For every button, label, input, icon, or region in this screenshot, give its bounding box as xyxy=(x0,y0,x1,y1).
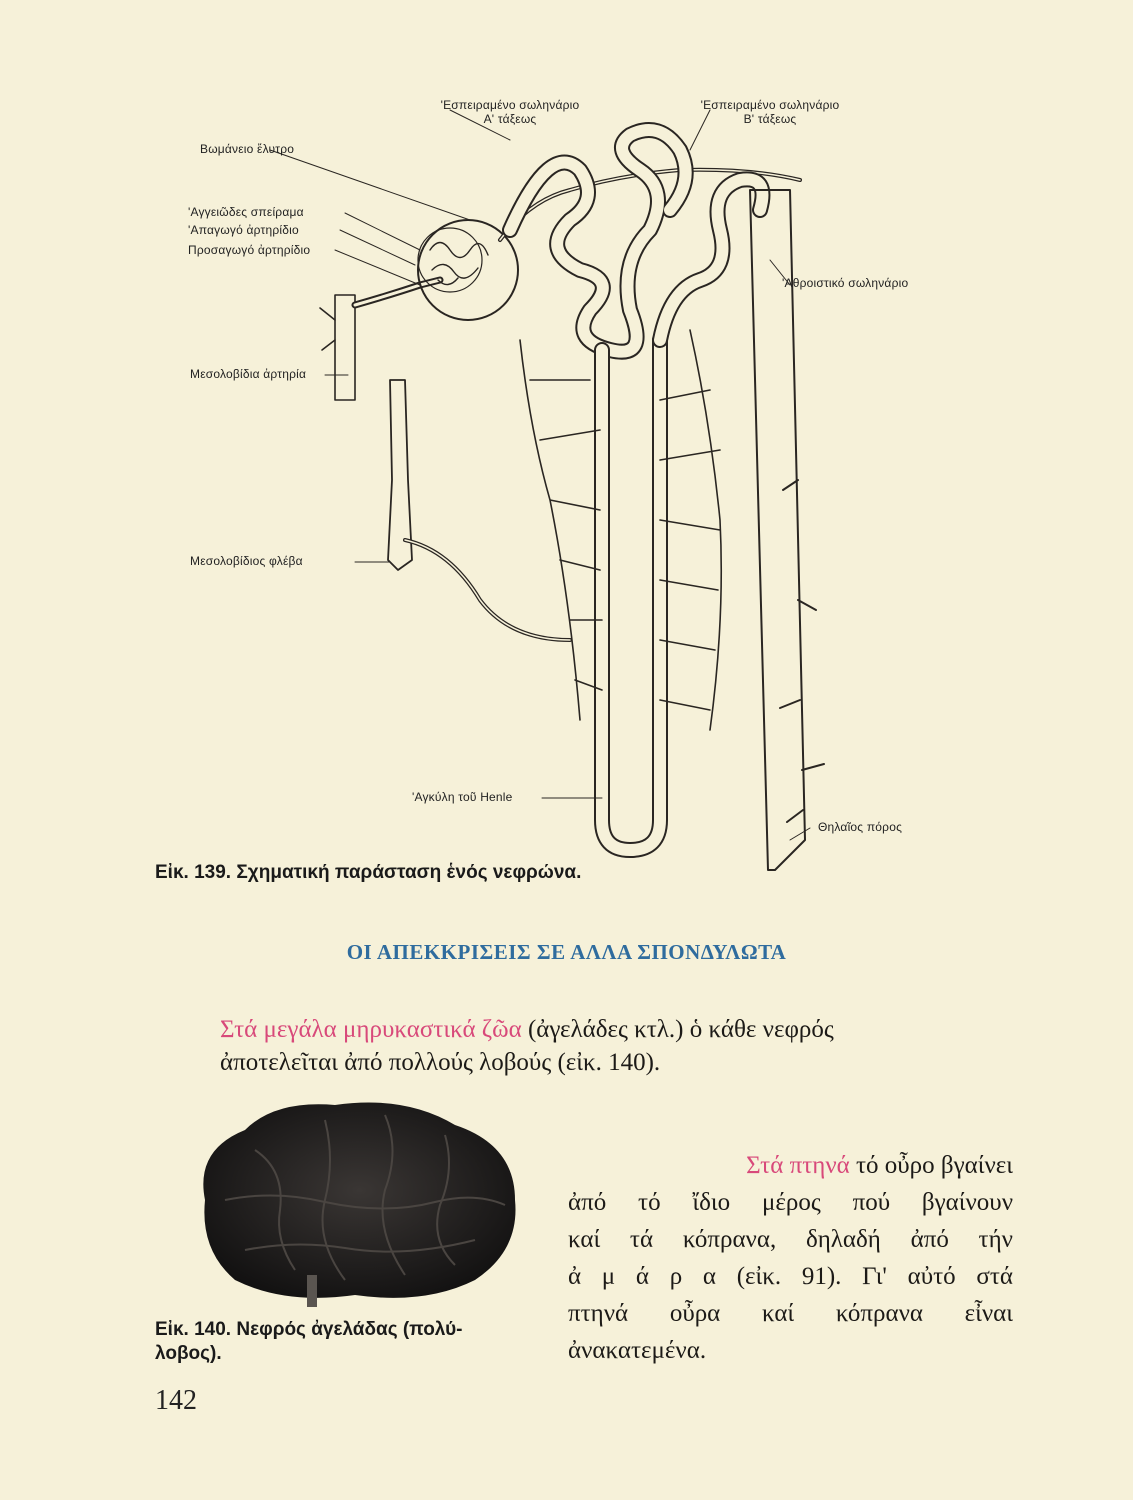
figure-139-number: Εἰκ. 139. xyxy=(155,862,232,883)
label-loop-of-henle: 'Αγκύλη τοῦ Henle xyxy=(412,790,513,804)
label-efferent-arteriole: 'Απαγωγό ἀρτηρίδιο xyxy=(188,223,299,237)
label-afferent-arteriole: Προσαγωγό ἀρτηρίδιο xyxy=(188,243,311,257)
paragraph-birds-line3: καί τά κόπρανα, δηλαδή ἀπό τήν xyxy=(568,1226,1013,1253)
label-interlobular-artery: Μεσολοβίδια ἀρτηρία xyxy=(190,367,307,381)
paragraph-ruminants-line1 xyxy=(220,1013,1010,1046)
paragraph-ruminants-line2: ἀποτελεῖται ἀπό πολλούς λοβούς (εἰκ. 140). xyxy=(220,1049,661,1076)
highlight-birds: Στά πτηνά xyxy=(746,1152,850,1179)
highlight-ruminants: Στά μεγάλα μηρυκαστικά ζῶα xyxy=(220,1016,522,1043)
figure-139-text: Σχηματική παράσταση ἑνός νεφρώνα. xyxy=(236,862,582,883)
label-collecting-duct: 'Αθροιστικό σωληνάριο xyxy=(782,276,909,290)
label-convoluted-second xyxy=(665,98,875,126)
paragraph-birds-line6: ἀνακατεμένα. xyxy=(568,1337,707,1364)
label-interlobular-vein: Μεσολοβίδιος φλέβα xyxy=(190,554,303,568)
cow-kidney-photo xyxy=(185,1090,525,1310)
nephron-illustration xyxy=(150,80,930,880)
label-convoluted-second-line2: Β' τάξεως xyxy=(743,112,797,126)
paragraph-birds-line2: ἀπό τό ἴδιο μέρος πού βγαίνουν xyxy=(568,1189,1013,1216)
figure-140-caption-line1: Εἰκ. 140. Νεφρός ἀγελάδας (πολύ- xyxy=(155,1319,463,1340)
paragraph-ruminants xyxy=(220,1013,1010,1079)
page-number: 142 xyxy=(155,1385,197,1416)
label-glomerulus: 'Αγγειῶδες σπείραμα xyxy=(188,205,304,219)
paragraph-birds-line1-rest: τό οὖρο βγαίνει xyxy=(849,1152,1013,1179)
label-papillary-duct: Θηλαῖος πόρος xyxy=(818,820,903,834)
nephron-diagram xyxy=(150,80,930,880)
section-heading: ΟΙ ΑΠΕΚΚΡΙΣΕΙΣ ΣΕ ΑΛΛΑ ΣΠΟΝΔΥΛΩΤΑ xyxy=(346,940,787,964)
label-convoluted-first-line1: 'Εσπειραμένο σωληνάριο xyxy=(440,98,580,112)
figure-139-caption xyxy=(155,862,581,884)
label-bowman-capsule: Βωμάνειο ἔλυτρο xyxy=(200,142,295,156)
label-convoluted-first xyxy=(405,98,615,126)
label-convoluted-second-line1: 'Εσπειραμένο σωληνάριο xyxy=(700,98,840,112)
figure-140-caption-line2: λοβος). xyxy=(155,1343,222,1364)
label-convoluted-first-line2: Α' τάξεως xyxy=(483,112,537,126)
figure-140-caption xyxy=(155,1318,462,1366)
paragraph-ruminants-line1-rest: (ἀγελάδες κτλ.) ὁ κάθε νεφρός xyxy=(521,1016,834,1043)
paragraph-birds xyxy=(568,1147,1013,1369)
paragraph-birds-line1 xyxy=(568,1147,1013,1184)
paragraph-birds-line4: ἀ μ ά ρ α (εἰκ. 91). Γι' αὐτό στά xyxy=(568,1263,1013,1290)
paragraph-birds-line5: πτηνά οὖρα καί κόπρανα εἶναι xyxy=(568,1300,1013,1327)
cow-kidney-image xyxy=(185,1090,525,1310)
